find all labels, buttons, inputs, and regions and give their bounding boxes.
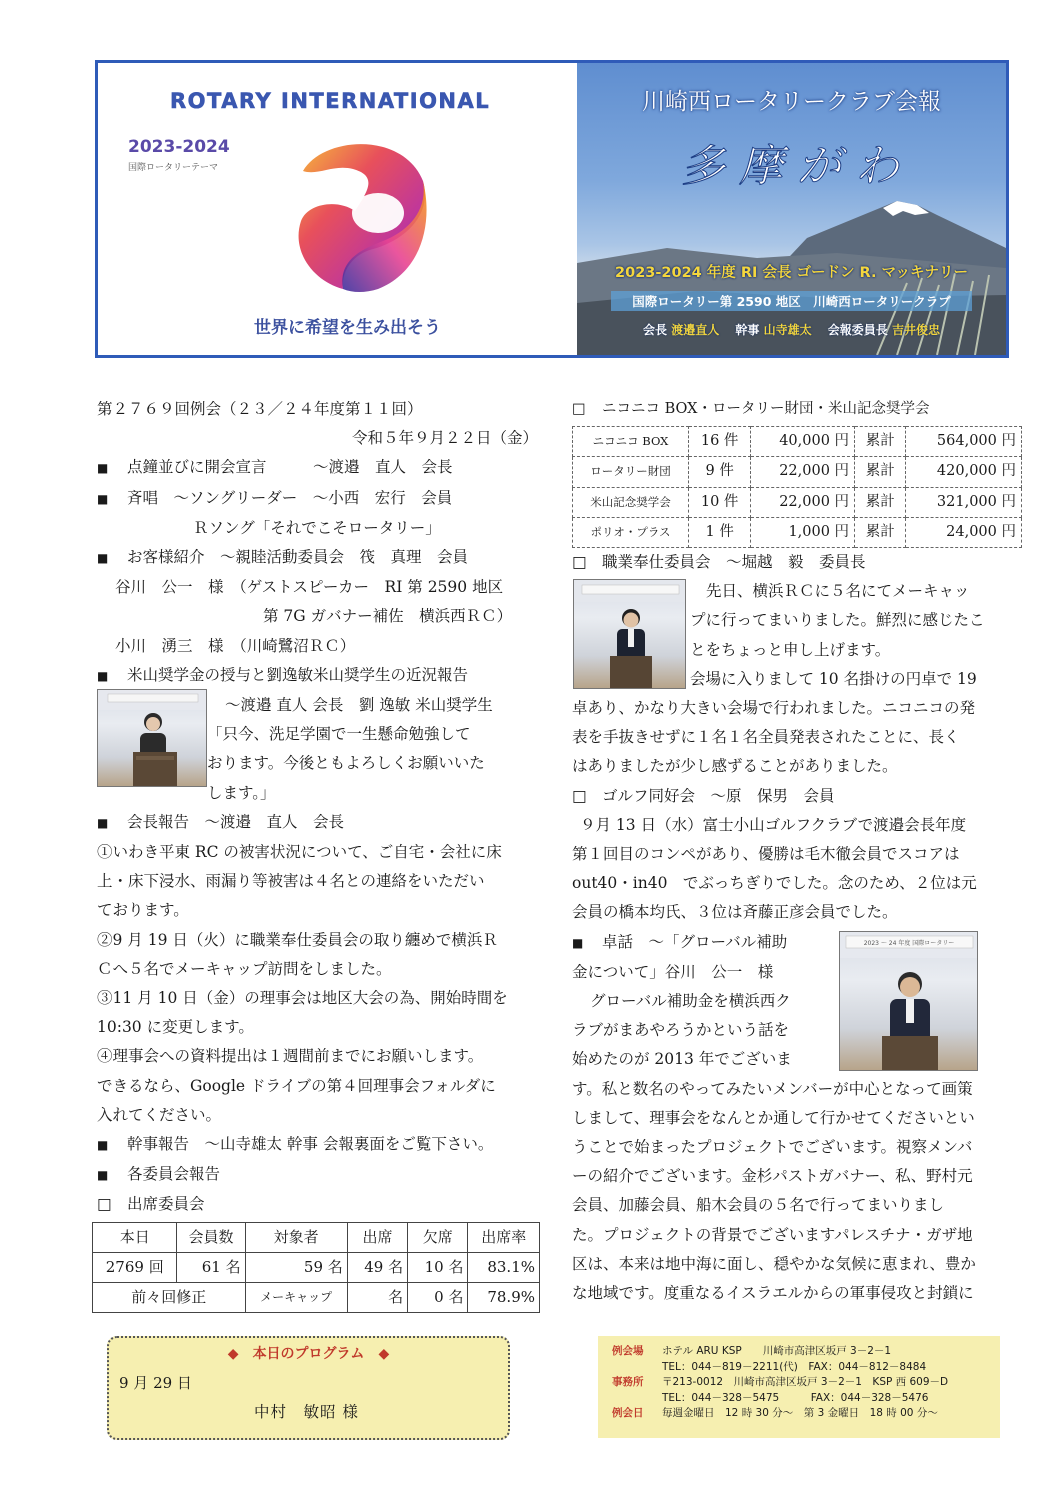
talk-heading: ■ 卓話 ～「グローバル補助: [572, 928, 1018, 958]
donation-amount: 40,000 円: [751, 427, 855, 457]
donation-name: ニコニコ BOX: [573, 427, 689, 457]
table-row: [93, 1283, 540, 1313]
venue-line: ホテル ARU KSP 川崎市高津区坂戸 3－2－1: [662, 1345, 892, 1357]
program-speaker: 中村 敏昭 様: [254, 1403, 359, 1421]
table-cell: 2769 回: [93, 1252, 177, 1282]
guest-2: 小川 湧三 様 （川崎鷺沼ＲＣ）: [115, 636, 356, 655]
report-item-2a: ②9 月 19 日（火）に職業奉仕委員会の取り纏めで横浜Ｒ: [97, 930, 498, 949]
yoneyama-quote-2: おります。今後ともよろしくお願いいた: [207, 754, 485, 773]
vocational-text-2: プに行ってまいりました。鮮烈に感じたこ: [690, 611, 985, 630]
donation-amount: 22,000 円: [751, 487, 855, 517]
table-cell: メーキャップ: [245, 1283, 347, 1313]
table-cell: 61 名: [177, 1252, 245, 1282]
office-label: 事務所: [612, 1376, 644, 1388]
report-item-4a: ④理事会への資料提出は１週間前までにお願いします。: [97, 1047, 484, 1066]
program-title-text: 本日のプログラム: [252, 1346, 365, 1362]
golf-text-3: out40・in40 でぶっちぎりでした。念のため、２位は元: [572, 874, 977, 893]
table-header: 出席: [347, 1222, 407, 1252]
talk-text-4: す。私と数名のやってみたいメンバーが中心となって画策: [572, 1079, 973, 1098]
left-column: [97, 395, 542, 1313]
table-row: [93, 1252, 540, 1282]
talk-speaker: 金について」谷川 公一 様: [572, 962, 774, 981]
agenda-secretary-report: ■ 幹事報告 ～山寺雄太 幹事 会報裏面をご覧下さい。: [97, 1130, 542, 1160]
agenda-guests: ■ お客様紹介 ～親睦活動委員会 筏 真理 会員: [97, 543, 542, 573]
office-tel: TEL：044－328－5475 FAX：044－328－5476: [662, 1391, 929, 1404]
table-header: 対象者: [245, 1222, 347, 1252]
report-item-3b: 10:30 に変更します。: [97, 1018, 254, 1037]
donation-amount: 1,000 円: [751, 517, 855, 547]
talk-text-10: 区は、本来は地中海に面し、穏やかな気候に恵まれ、豊か: [572, 1254, 976, 1273]
tamagawa-brand-logo: [647, 133, 947, 195]
talk-text-2: ラブがまあやろうかという話を: [572, 1021, 790, 1040]
golf-club-heading: □ ゴルフ同好会 ～原 保男 会員: [572, 782, 1018, 811]
agenda-opening: ■ 点鐘並びに開会宣言 ～渡邉 直人 会長: [97, 453, 542, 483]
donation-total: 24,000 円: [906, 517, 1022, 547]
donation-name: ポリオ・プラス: [573, 517, 689, 547]
table-cell: 10 名: [408, 1252, 468, 1282]
report-item-1b: 上・床下浸水、雨漏り等被害は４名との連絡をいただい: [97, 872, 485, 891]
donation-name: 米山記念奨学会: [573, 487, 689, 517]
theme-slogan: 世界に希望を生み出そう: [254, 318, 441, 338]
program-title: [109, 1343, 508, 1363]
table-cell: 前々回修正: [93, 1283, 246, 1313]
diamond-icon: ◆: [227, 1346, 239, 1362]
meeting-date: 令和５年９月２２日（金）: [351, 429, 538, 448]
guest-1-role: 第 7G ガバナー補佐 横浜西ＲＣ）: [263, 607, 513, 626]
golf-text-1: ９月 13 日（水）富士小山ゴルフクラブで渡邉会長年度: [580, 815, 967, 834]
yoneyama-quote-1: 「只今、洗足学園で一生懸命勉強して: [207, 725, 471, 744]
vocational-text-5: 卓あり、かなり大きい会場で行われました。ニコニコの発: [572, 699, 976, 718]
donation-count: 1 件: [689, 517, 751, 547]
table-cell: 49 名: [347, 1252, 407, 1282]
yoneyama-speakers: ～渡邉 直人 会長 劉 逸敏 米山奨学生: [225, 696, 493, 715]
ri-theme-panel: [98, 63, 576, 355]
table-header: 出席率: [468, 1222, 540, 1252]
table-row: [573, 457, 1022, 487]
donation-amount: 22,000 円: [751, 457, 855, 487]
vocational-text-3: とをちょっと申し上げます。: [690, 640, 891, 659]
attendance-committee-heading: □ 出席委員会: [97, 1190, 542, 1219]
district-line: 国際ロータリー第 2590 地区 川崎西ロータリークラブ: [611, 291, 972, 311]
donation-total-label: 累計: [855, 487, 906, 517]
photo-banner-text: 2023 ～ 24 年度 国際ロータリー: [863, 940, 955, 947]
theme-label: 国際ロータリーテーマ: [128, 163, 219, 173]
president-role: 会長: [642, 323, 667, 337]
venue-tel: TEL：044－819－2211(代) FAX：044－812－8484: [662, 1360, 927, 1373]
donation-count: 10 件: [689, 487, 751, 517]
table-row: [93, 1222, 540, 1252]
donation-total-label: 累計: [855, 517, 906, 547]
todays-program-box: [107, 1336, 510, 1440]
vocational-text-7: はありましたが少し感ずることがありました。: [572, 757, 898, 776]
yoneyama-quote-3: します。」: [207, 783, 276, 802]
agenda-yoneyama: ■ 米山奨学金の授与と劉逸敏米山奨学生の近況報告: [97, 661, 542, 691]
table-cell: 名: [347, 1283, 407, 1313]
masthead: [95, 60, 1009, 358]
guest-1: 谷川 公一 様 （ゲストスピーカー RI 第 2590 地区: [115, 578, 504, 597]
talk-text-1: グローバル補助金を横浜西ク: [590, 992, 791, 1011]
report-item-2b: Ｃへ５名でメーキャップ訪問をしました。: [97, 959, 392, 978]
talk-text-9: た。プロジェクトの背景でございますパレスチナ・ガザ地: [572, 1225, 973, 1244]
vocational-text-1: 先日、横浜ＲＣに５名にてメーキャッ: [706, 582, 970, 601]
secretary-role: 幹事: [735, 323, 760, 337]
table-cell: 83.1%: [468, 1252, 540, 1282]
donation-total: 321,000 円: [906, 487, 1022, 517]
president-name: 渡邉直人: [671, 323, 720, 337]
diamond-icon: ◆: [378, 1346, 390, 1362]
table-cell: 78.9%: [468, 1283, 540, 1313]
donations-table: [572, 426, 1022, 548]
meeting-label: 例会日: [612, 1407, 644, 1419]
editor-role: 会報委員長: [827, 323, 888, 337]
agenda-song: ■ 斉唱 ～ソングリーダー ～小西 宏行 会員: [97, 484, 542, 514]
golf-text-2: 第１回目のコンペがあり、優勝は毛木徹会員でスコアは: [572, 845, 960, 864]
officers-line: [577, 321, 1006, 338]
editor-name: 吉井俊忠: [892, 323, 941, 337]
right-column: [572, 395, 1018, 1308]
talk-text-3: 始めたのが 2013 年でございま: [572, 1050, 792, 1069]
ri-title: ROTARY INTERNATIONAL: [170, 89, 491, 113]
donation-total: 564,000 円: [906, 427, 1022, 457]
ri-president-line: 2023-2024 年度 RI 会長 ゴードン R. マッキナリー: [615, 265, 968, 281]
scholar-photo: [97, 689, 207, 787]
talk-text-6: うことで始まったプロジェクトでございます。視察メンバ: [572, 1138, 973, 1157]
svg-text:多摩がわ: 多摩がわ: [681, 141, 913, 192]
agenda-president-report: ■ 会長報告 ～渡邉 直人 会長: [97, 808, 542, 838]
talk-text-5: しまして、理事会をなんとか通して行かせてくださいとい: [572, 1108, 975, 1127]
table-row: [573, 517, 1022, 547]
donations-heading: □ ニコニコ BOX・ロータリー財団・米山記念奨学会: [572, 395, 1018, 424]
vocational-committee-heading: □ 職業奉仕委員会 ～堀越 毅 委員長: [572, 548, 1018, 577]
venue-label: 例会場: [612, 1345, 644, 1357]
talk-text-8: 会員、加藤会員、船木会員の５名で行ってまいりまし: [572, 1196, 945, 1215]
donation-count: 9 件: [689, 457, 751, 487]
donation-total-label: 累計: [855, 427, 906, 457]
report-item-1c: ております。: [97, 901, 189, 920]
secretary-name: 山寺雄太: [763, 323, 812, 337]
table-header: 欠席: [408, 1222, 468, 1252]
report-item-3a: ③11 月 10 日（金）の理事会は地区大会の為、開始時間を: [97, 989, 508, 1008]
meeting-line: 毎週金曜日 12 時 30 分～ 第 3 金曜日 18 時 00 分～: [662, 1407, 938, 1419]
table-cell: 0 名: [408, 1283, 468, 1313]
meeting-number: 第２７６９回例会（２３／２４年度第１１回）: [97, 400, 423, 418]
vocational-text-4: 会場に入りまして 10 名掛けの円卓で 19: [690, 669, 977, 688]
club-banner: [577, 63, 1006, 355]
table-cell: 59 名: [245, 1252, 347, 1282]
report-item-4b: できるなら、Google ドライブの第４回理事会フォルダに: [97, 1076, 496, 1095]
club-bulletin-title: 川崎西ロータリークラブ会報: [642, 89, 941, 115]
vocational-text-6: 表を手抜きせずに１名１名全員発表されたことに、長く: [572, 728, 960, 747]
talk-text-7: ーの紹介でございます。金杉パストガバナー、私、野村元: [572, 1167, 973, 1186]
talk-text-11: な地域です。度重なるイスラエルからの軍事侵攻と封鎖に: [572, 1284, 974, 1303]
ri-theme-logo-icon: [283, 131, 433, 293]
table-row: [573, 427, 1022, 457]
donation-total-label: 累計: [855, 457, 906, 487]
donation-total: 420,000 円: [906, 457, 1022, 487]
program-date: 9 月 29 日: [119, 1374, 192, 1392]
report-item-4c: 入れてください。: [97, 1105, 222, 1124]
table-header: 本日: [93, 1222, 177, 1252]
table-row: [573, 487, 1022, 517]
golf-text-4: 会員の橋本均氏、３位は斉藤正彦会員でした。: [572, 903, 898, 922]
donation-count: 16 件: [689, 427, 751, 457]
guest-speaker-photo: [839, 931, 978, 1071]
theme-year: 2023-2024: [128, 137, 230, 157]
attendance-table: [92, 1222, 540, 1314]
report-item-1a: ①いわき平東 RC の被害状況について、ご自宅・会社に床: [97, 843, 502, 862]
agenda-committee-reports: ■ 各委員会報告: [97, 1160, 542, 1190]
club-info-box: [598, 1336, 1000, 1438]
office-line: 〒213-0012 川崎市高津区坂戸 3－2－1 KSP 西 609－D: [662, 1376, 949, 1388]
rotary-song-title: Ｒソング「それでこそロータリー」: [193, 518, 441, 537]
donation-name: ロータリー財団: [573, 457, 689, 487]
table-header: 会員数: [177, 1222, 245, 1252]
vocational-chair-photo: [573, 579, 686, 689]
